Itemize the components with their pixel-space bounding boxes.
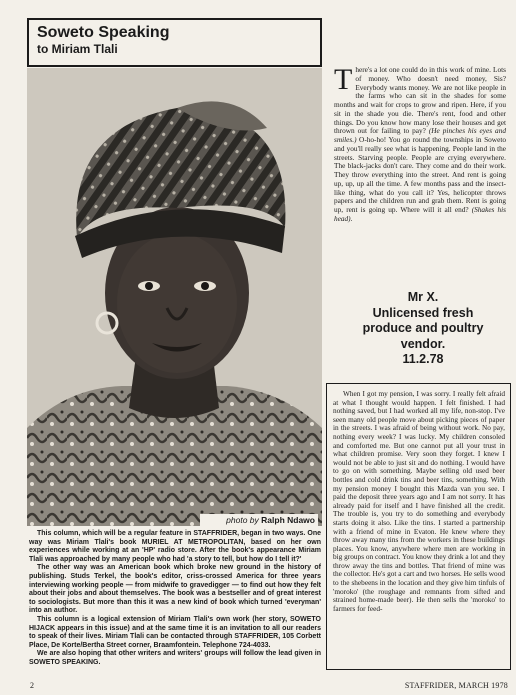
monologue-stage-direction-a: (He pinches his eyes and smiles.) xyxy=(334,126,506,144)
portrait-photo xyxy=(27,68,322,526)
testimony-paragraph: When I got my pension, I was sorry. I really felt afraid at what I thought would happen. I felt finished. I had nothing saved, but I had worked all my life, non-stop. I've seen many old people move about picking pieces of paper in the streets. I was afraid of being without work. No pay, nothing every week? I was lucky. My children consoled and comforted me. But one cannot put all your trust in what children promise. Very soon they forget. I knew I would not be able to just sit and do nothing. I would have to go on with something. Maybe selling old used beer bottles and cold drink tins and beer tins, something. With my pension money I bought this Mazda van you see. I paid the deposit three years ago and I am not sorry. It has already paid for itself and I have finished all the credit. The trouble is, you try to do something and everybody starts doing it also. Like the tins. I started a partnership with a friend of mine in Evaton. He knew where they throw away many tins from the workers in these buildings places. You know, anywhere where men are working in big groups on contract. You know they drink a lot and they throw away the tins and bottles. That friend of mine was the collector. He's got a cart and two horses. He sells wood to the shebeens in the location and they give him tinfuls of 'moroko' (the roughage and remnants from sifted and strained home-made beer). He then sells the 'moroko' to farmers for feed- xyxy=(333,389,505,613)
publication-footer: STAFFRIDER, MARCH 1978 xyxy=(404,681,508,690)
speaker-role: vendor. xyxy=(400,336,446,351)
opening-monologue xyxy=(334,66,506,271)
speaker-heading xyxy=(338,290,508,368)
intro-paragraph: We are also hoping that other writers and writers' groups will follow the lead given in SOWETO SPEAKING. xyxy=(29,650,321,666)
testimony-column xyxy=(326,383,511,670)
photo-credit xyxy=(200,514,318,526)
portrait-illustration xyxy=(27,68,322,526)
column-title-box xyxy=(27,18,322,67)
monologue-text-b: O-ho-ho! You go round the townships in Soweto and you'll really see what is happening. People land in the streets. Starving people. People are crying everywhere. The black-jacks don't care. They come and do their work. They throw everything into the street. And rent is going up, up, up all the time. A few months pass and the insect-like thing, what do you call it? Yes, helicopter throws papers and the children run and grab them. Rent is going up, rent is going up. Where will it all end? xyxy=(334,135,506,214)
column-introduction xyxy=(29,530,321,668)
speaker-name: Mr X. xyxy=(407,290,439,304)
speaker-role: produce and poultry xyxy=(362,321,484,335)
column-subtitle: to Miriam Tlali xyxy=(37,42,118,56)
speaker-role: Unlicensed fresh xyxy=(372,305,474,320)
photo-credit-name: Ralph Ndawo xyxy=(261,515,315,525)
column-title: Soweto Speaking xyxy=(37,24,170,41)
intro-paragraph: The other way was an American book which broke new ground in the history of publishing. Studs Terkel, the book's editor, criss-crossed America for three years interviewing working people — from midwife to gravedigger — to find out how they felt about their jobs and about themselves. The book was a bestseller and of great interest to sociologists. But more than this it was a new kind of book which turned 'everyman' into an author. xyxy=(29,564,321,615)
intro-paragraph: This column is a logical extension of Miriam Tlali's own work (her story, SOWETO HIJACK appears in this issue) and at the same time it is an invitation to all our readers to speak of their lives. Miriam Tlali can be contacted through STAFFRIDER, 105 Corbett Place, De Korte/Bertha Street corner, Braamfontein. Telephone 724-4033. xyxy=(29,615,321,649)
monologue-text-a: here's a lot one could do in this work of mine. Lots of money. Who doesn't need money, Sis? Everybody wants money. We are not like people in the farms who can sit in the shades for some months and wait for crops to grow and ripen. Here, if you sit in the shade you die. There's rent, food and other things. Do you know how many lose their houses and get thrown out for failing to pay? xyxy=(334,66,506,136)
photo-credit-prefix: photo by xyxy=(226,515,259,525)
speaker-date: 11.2.78 xyxy=(402,352,444,366)
drop-cap: T xyxy=(334,66,353,96)
monologue-stage-direction-b: (Shakes his head). xyxy=(334,205,506,223)
page-number: 2 xyxy=(30,681,34,690)
intro-paragraph: This column, which will be a regular feature in STAFFRIDER, began in two ways. One way was Miriam Tlali's book MURIEL AT METROPOLITAN, based on her own experiences while working at an 'HP' radio store. After the book's appearance Miriam Tlali was approached by many people who had 'a story to tell, but how do I tell it?' xyxy=(29,530,321,563)
